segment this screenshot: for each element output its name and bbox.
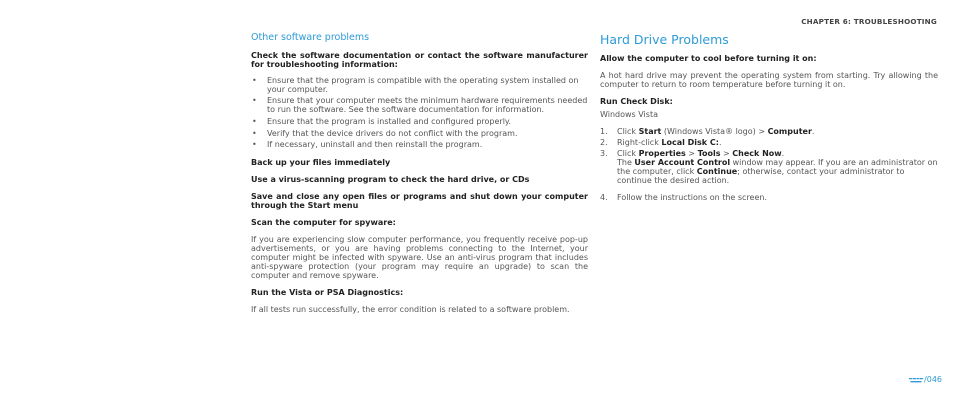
backup-heading: Back up your files immediately — [251, 157, 391, 167]
page-footer — [909, 375, 942, 384]
list-item: • If necessary, uninstall and then reinstall the program. — [251, 141, 588, 150]
list-item: • Verify that the device drivers do not conflict with the program. — [251, 130, 588, 139]
intro-text: Check the software documentation or contact the software manufacturer for troubleshooting information: — [251, 51, 588, 69]
step-1: 1. Click Start (Windows Vista® logo) > Computer. — [600, 127, 815, 136]
virus-scan-heading: Use a virus-scanning program to check the hard drive, or CDs — [251, 174, 530, 184]
section-title-hard-drive: Hard Drive Problems — [600, 32, 729, 47]
list-item: • Ensure that the program is installed and configured properly. — [251, 118, 588, 127]
list-item: • Ensure that the program is compatible with the operating system installed on your computer. — [251, 77, 588, 94]
os-label: Windows Vista — [600, 110, 658, 119]
psa-heading: Run the Vista or PSA Diagnostics: — [251, 287, 404, 297]
save-close-heading: Save and close any open files or programs and shut down your computer through the Start menu — [251, 191, 588, 210]
list-item: • Ensure that your computer meets the minimum hardware requirements needed to run the software. See the software documentation for information. — [251, 97, 588, 114]
left-column — [251, 32, 588, 322]
check-disk-steps — [600, 127, 938, 202]
check-disk-heading: Run Check Disk: — [600, 97, 673, 106]
right-column — [600, 32, 938, 204]
alienware-logo-icon — [909, 377, 923, 384]
psa-text: If all tests run successfully, the error condition is related to a software problem. — [251, 304, 570, 314]
step-4: 4. Follow the instructions on the screen. — [600, 193, 768, 202]
page-number: /046 — [924, 375, 942, 384]
cool-text: A hot hard drive may prevent the operating system from starting. Try allowing the computer to return to room temperature before turning it on. — [600, 71, 938, 89]
chapter-header: CHAPTER 6: TROUBLESHOOTING — [801, 17, 937, 26]
spyware-heading: Scan the computer for spyware: — [251, 217, 396, 227]
step-2: 2. Right-click Local Disk C:. — [600, 138, 722, 147]
step-3: 3. Click Properties > Tools > Check Now. The User Account Control window may appear. If you are an administrator on the computer, click Continue; otherwise, contact your administrator to continue the desired action. — [600, 149, 938, 185]
spyware-text: If you are experiencing slow computer performance, you frequently receive pop-up advertisements, or you are having problems connecting to the Internet, your computer might be infected with spyware. Use an anti-virus program that includes anti-spyware protection (your program may require an upgrade) to scan the computer and remove spyware. — [251, 234, 588, 280]
software-checklist — [251, 77, 588, 150]
section-title-other-software: Other software problems — [251, 32, 370, 43]
cool-heading: Allow the computer to cool before turning it on: — [600, 54, 817, 63]
